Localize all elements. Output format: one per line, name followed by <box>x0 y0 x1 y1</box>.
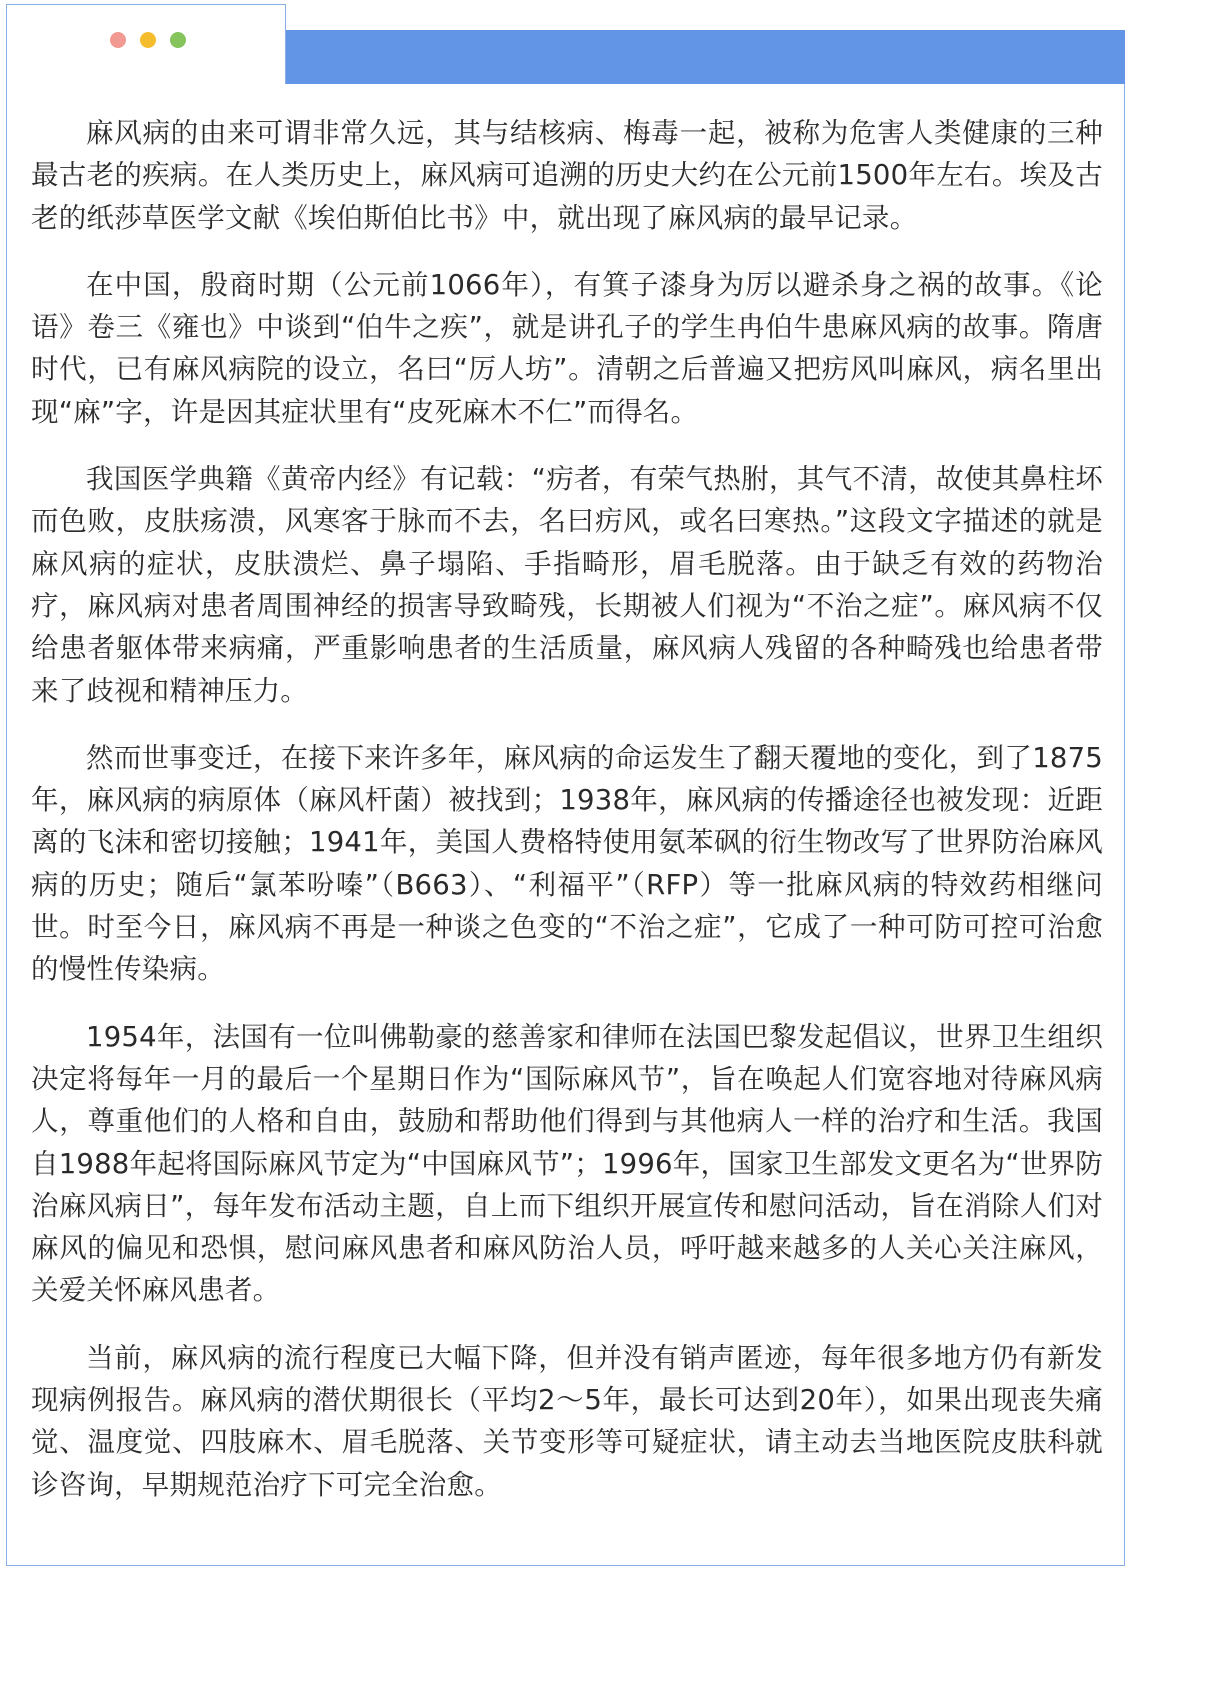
paragraph-china-history: 在中国，殷商时期（公元前1066年），有箕子漆身为厉以避杀身之祸的故事。《论语》卷三《雍也》中谈到“伯牛之疾”，就是讲孔子的学生冉伯牛患麻风病的故事。隋唐时代，已有麻风病院的设立，名曰“厉人坊”。清朝之后普遍又把疠风叫麻风，病名里出现“麻”字，许是因其症状里有“皮死麻木不仁”而得名。 <box>31 268 1103 428</box>
paragraph-current-status: 当前，麻风病的流行程度已大幅下降，但并没有销声匿迹，每年很多地方仍有新发现病例报告。麻风病的潜伏期很长（平均2～5年，最长可达到20年），如果出现丧失痛觉、温度觉、四肢麻木、眉毛脱落、关节变形等可疑症状，请主动去当地医院皮肤科就诊咨询，早期规范治疗下可完全治愈。 <box>31 1341 1103 1501</box>
window-controls <box>110 32 186 48</box>
window-tab <box>6 4 286 84</box>
paragraph-treatment-history: 然而世事变迁，在接下来许多年，麻风病的命运发生了翻天覆地的变化，到了1875年，麻风病的病原体（麻风杆菌）被找到；1938年，麻风病的传播途径也被发现：近距离的飞沫和密切接触；1941年，美国人费格特使用氨苯砜的衍生物改写了世界防治麻风病的历史；随后“氯苯吩嗪”（B663）、“利福平”（RFP）等一批麻风病的特效药相继问世。时至今日，麻风病不再是一种谈之色变的“不治之症”，它成了一种可防可控可治愈的慢性传染病。 <box>31 741 1103 986</box>
paragraph-origin: 麻风病的由来可谓非常久远，其与结核病、梅毒一起，被称为危害人类健康的三种最古老的疾病。在人类历史上，麻风病可追溯的历史大约在公元前1500年左右。埃及古老的纸莎草医学文献《埃伯斯伯比书》中，就出现了麻风病的最早记录。 <box>31 117 1103 234</box>
paragraph-leprosy-day: 1954年，法国有一位叫佛勒豪的慈善家和律师在法国巴黎发起倡议，世界卫生组织决定将每年一月的最后一个星期日作为“国际麻风节”，旨在唤起人们宽容地对待麻风病人，尊重他们的人格和自由，鼓励和帮助他们得到与其他病人一样的治疗和生活。我国自1988年起将国际麻风节定为“中国麻风节”；1996年，国家卫生部发文更名为“世界防治麻风病日”，每年发布活动主题，自上而下组织开展宣传和慰问活动，旨在消除人们对麻风的偏见和恐惧，慰问麻风患者和麻风防治人员，呼吁越来越多的人关心关注麻风，关爱关怀麻风患者。 <box>31 1020 1103 1307</box>
paragraph-huangdi-neijing: 我国医学典籍《黄帝内经》有记载：“疠者，有荣气热胕，其气不清，故使其鼻柱坏而色败，皮肤疡溃，风寒客于脉而不去，名曰疠风，或名曰寒热。”这段文字描述的就是麻风病的症状，皮肤溃烂、鼻子塌陷、手指畸形，眉毛脱落。由于缺乏有效的药物治疗，麻风病对患者周围神经的损害导致畸残，长期被人们视为“不治之症”。麻风病不仅给患者躯体带来病痛，严重影响患者的生活质量，麻风病人残留的各种畸残也给患者带来了歧视和精神压力。 <box>31 463 1103 707</box>
window-frame <box>6 4 1125 1566</box>
article-body <box>31 112 1103 1506</box>
close-dot-icon <box>110 32 126 48</box>
window-header-bar <box>284 30 1125 84</box>
maximize-dot-icon <box>170 32 186 48</box>
article-container <box>6 83 1125 1566</box>
minimize-dot-icon <box>140 32 156 48</box>
